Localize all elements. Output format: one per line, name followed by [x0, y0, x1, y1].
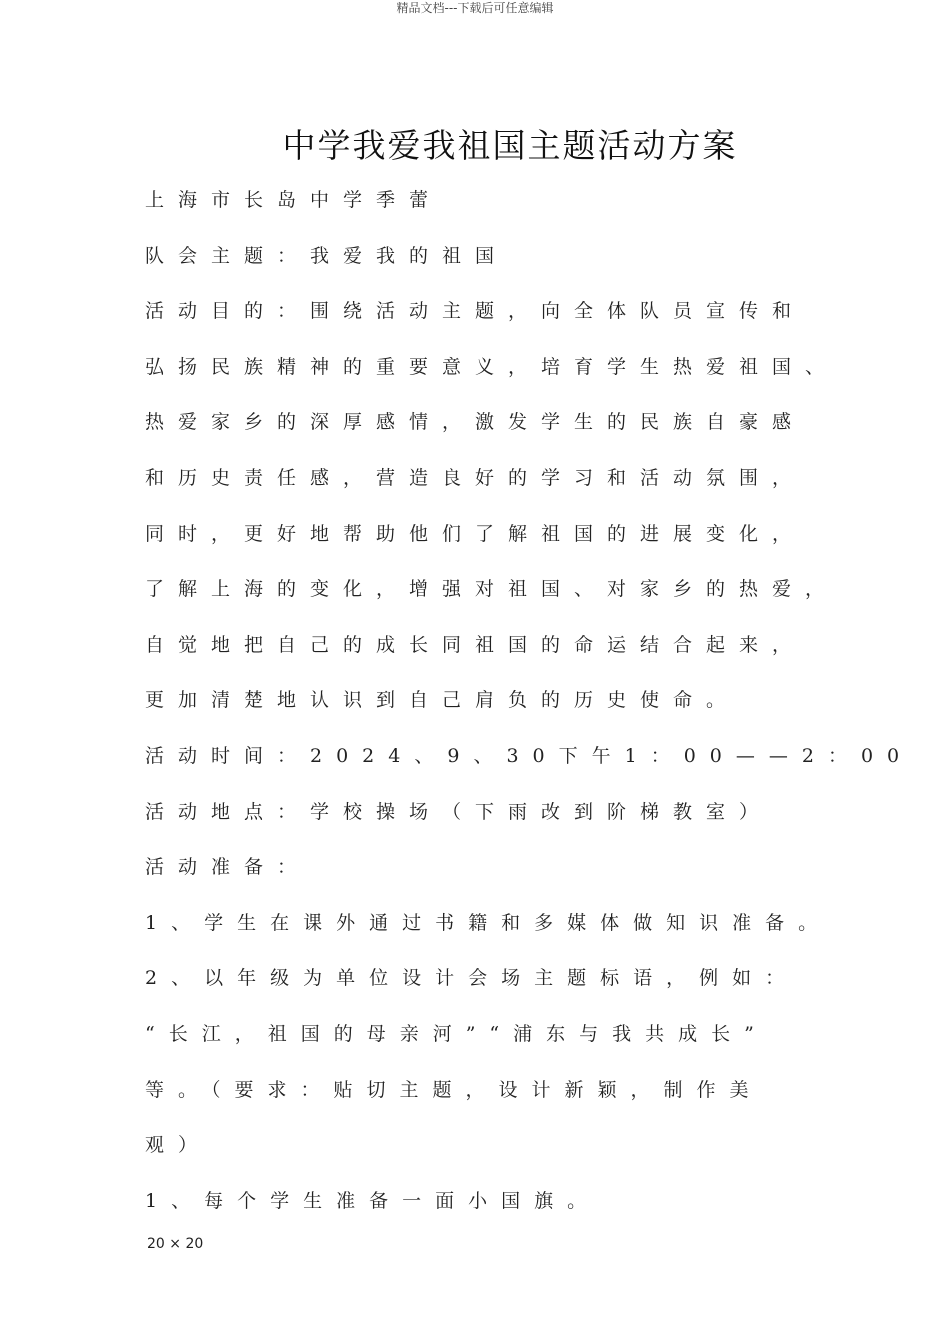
body-line: 队会主题：我爱我的祖国 [145, 244, 509, 267]
body-line: 观） [145, 1134, 212, 1157]
body-line: 和历史责任感，营造良好的学习和活动氛围， [145, 466, 806, 489]
body-line: 1、学生在课外通过书籍和多媒体做知识准备。 [145, 911, 832, 934]
body-line: 热爱家乡的深厚感情，激发学生的民族自豪感 [145, 411, 806, 434]
document-body [145, 185, 914, 1241]
body-line: 活动地点：学校操场（下雨改到阶梯教室） [145, 800, 773, 823]
body-line: 自觉地把自己的成长同祖国的命运结合起来， [145, 633, 806, 656]
body-line: 活动目的：围绕活动主题，向全体队员宣传和 [145, 300, 806, 323]
body-line: “长江，祖国的母亲河”“浦东与我共成长” [145, 1022, 768, 1045]
body-line: 更加清楚地认识到自己肩负的历史使命。 [145, 689, 740, 712]
body-line: 同时，更好地帮助他们了解祖国的进展变化， [145, 522, 806, 545]
page-header-note: 精品文档---下载后可任意编辑 [396, 1, 554, 15]
body-line: 2、以年级为单位设计会场主题标语，例如： [145, 967, 799, 990]
body-line: 等。（要求：贴切主题，设计新颖，制作美 [145, 1078, 763, 1101]
grid-size-note: 20 × 20 [147, 1236, 204, 1252]
body-line: 上海市长岛中学季蕾 [145, 189, 443, 211]
body-line: 弘扬民族精神的重要意义，培育学生热爱祖国、 [145, 355, 839, 378]
document-title: 中学我爱我祖国主题活动方案 [282, 126, 738, 165]
body-line: 活动时间：2024、9、30下午1：00——2：00 [145, 744, 914, 767]
body-line: 了解上海的变化，增强对祖国、对家乡的热爱， [145, 578, 839, 601]
body-line: 1、每个学生准备一面小国旗。 [145, 1189, 601, 1212]
body-line: 活动准备： [145, 856, 311, 879]
